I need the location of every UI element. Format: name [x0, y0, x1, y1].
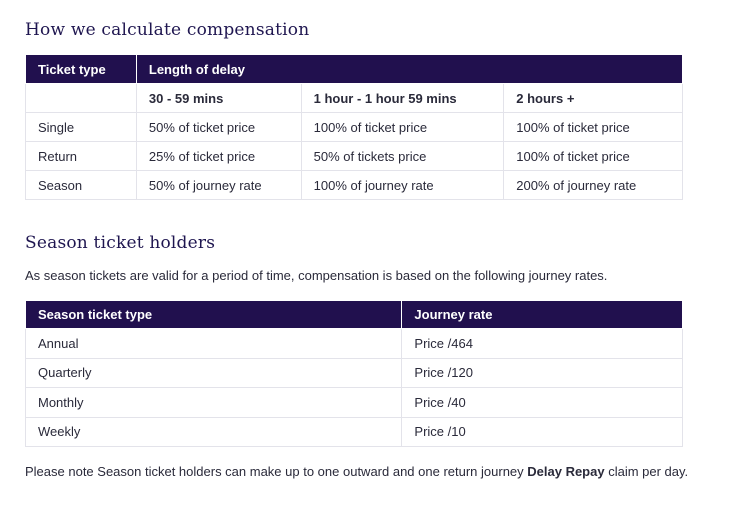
season-type-cell: Weekly — [26, 417, 402, 447]
season-header-row — [26, 301, 683, 329]
table-row — [26, 417, 683, 447]
compensation-cell: 50% of ticket price — [136, 113, 301, 142]
compensation-cell: 200% of journey rate — [504, 171, 683, 200]
note-text: Please note Season ticket holders can make up to one outward and one return journey — [25, 464, 528, 479]
season-type-header: Season ticket type — [26, 301, 402, 329]
table-row — [26, 388, 683, 418]
empty-cell — [26, 84, 137, 113]
season-type-cell: Quarterly — [26, 358, 402, 388]
journey-rate-cell: Price /10 — [402, 417, 683, 447]
delay-band-cell: 1 hour - 1 hour 59 mins — [301, 84, 504, 113]
compensation-heading: How we calculate compensation — [25, 20, 310, 40]
journey-rate-cell: Price /40 — [402, 388, 683, 418]
note-text-end: claim per day. — [604, 464, 689, 479]
table-row — [26, 329, 683, 359]
compensation-cell: 25% of ticket price — [136, 142, 301, 171]
season-intro: As season tickets are valid for a period of time, compensation is based on the following journey rates. — [25, 268, 608, 283]
season-note — [25, 461, 695, 482]
season-table — [25, 300, 683, 447]
table-row — [26, 171, 683, 200]
ticket-type-cell: Season — [26, 171, 137, 200]
compensation-table — [25, 54, 683, 200]
table-row — [26, 113, 683, 142]
season-heading: Season ticket holders — [25, 233, 216, 253]
delay-band-row — [26, 84, 683, 113]
compensation-cell: 50% of journey rate — [136, 171, 301, 200]
compensation-cell: 100% of ticket price — [504, 142, 683, 171]
delay-repay-text: Delay Repay — [527, 464, 605, 479]
journey-rate-cell: Price /464 — [402, 329, 683, 359]
journey-rate-cell: Price /120 — [402, 358, 683, 388]
table-row — [26, 358, 683, 388]
ticket-type-cell: Return — [26, 142, 137, 171]
ticket-type-header: Ticket type — [26, 55, 137, 84]
ticket-type-cell: Single — [26, 113, 137, 142]
compensation-cell: 100% of ticket price — [504, 113, 683, 142]
compensation-cell: 100% of journey rate — [301, 171, 504, 200]
compensation-header-row — [26, 55, 683, 84]
season-type-cell: Annual — [26, 329, 402, 359]
journey-rate-header: Journey rate — [402, 301, 683, 329]
compensation-cell: 50% of tickets price — [301, 142, 504, 171]
delay-band-cell: 2 hours + — [504, 84, 683, 113]
season-type-cell: Monthly — [26, 388, 402, 418]
length-of-delay-header: Length of delay — [136, 55, 682, 84]
delay-band-cell: 30 - 59 mins — [136, 84, 301, 113]
compensation-cell: 100% of ticket price — [301, 113, 504, 142]
table-row — [26, 142, 683, 171]
